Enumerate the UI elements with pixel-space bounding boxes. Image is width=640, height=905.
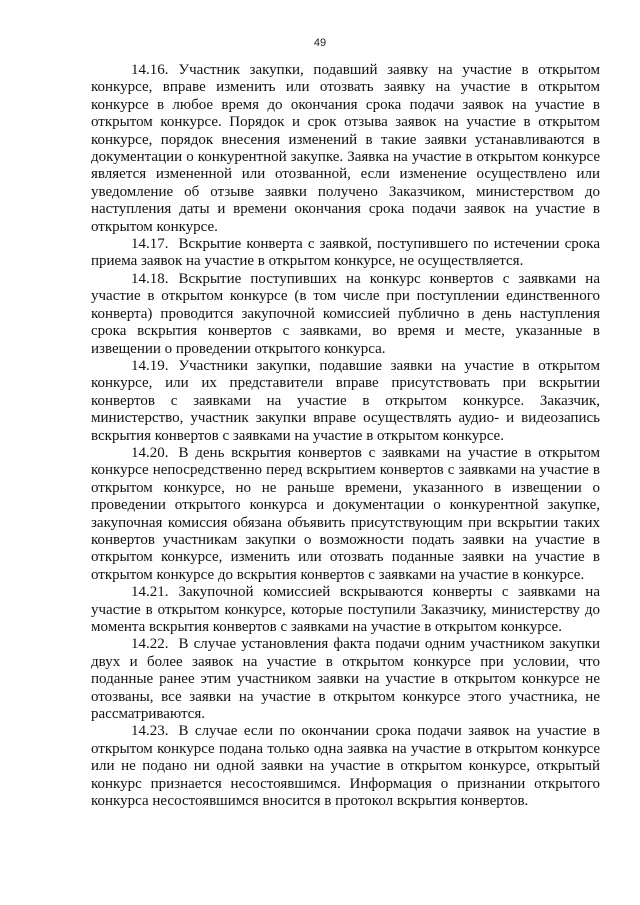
paragraph-14-18: [91, 271, 600, 358]
paragraph-14-21: [91, 584, 600, 636]
paragraph-14-16: [91, 62, 600, 236]
paragraph-text: Участники закупки, подавшие заявки на участие в открытом конкурсе, или их представители вправе присутствовать при вскрытии конвертов с заявками на участие в открытом конкурсе. Заказчик, министерство, участник закупки вправе осуществлять аудио- и видеозапись вскрытия конвертов с заявками на участие в открытом конкурсе.: [91, 357, 600, 444]
paragraph-14-17: [91, 236, 600, 271]
paragraph-text: Вскрытие поступивших на конкурс конвертов с заявками на участие в открытом конкурсе (в том числе при поступлении единственного конверта) проводится закупочной комиссией публично в день наступления срока вскрытия конвертов с заявками, во время и месте, указанные в извещении о проведении открытого конкурса.: [91, 270, 600, 357]
paragraph-14-20: [91, 445, 600, 584]
paragraph-number: 14.21.: [131, 584, 169, 601]
paragraph-text: Участник закупки, подавший заявку на участие в открытом конкурсе, вправе изменить или отозвать заявку на участие в открытом конкурсе в любое время до окончания срока подачи заявок на участие в открытом конкурсе. Порядок и срок отзыва заявок на участие в открытом конкурсе, порядок внесения изменений в такие заявки устанавливаются в документации о конкурентной закупке. Заявка на участие в открытом конкурсе является измененной или отозванной, если изменение осуществлено или уведомление об отзыве заявки получено Заказчиком, министерством до наступления даты и времени окончания срока подачи заявок на участие в открытом конкурсе.: [91, 62, 600, 235]
page-number: 49: [313, 37, 327, 49]
paragraph-number: 14.22.: [131, 636, 169, 653]
document-body: [91, 62, 600, 810]
paragraph-text: В случае если по окончании срока подачи заявок на участие в открытом конкурсе подана только одна заявка на участие в открытом конкурсе или не подано ни одной заявки на участие в открытом конкурсе, открытый конкурс признается несостоявшимся. Информация о признании открытого конкурса несостоявшимся вносится в протокол вскрытия конвертов.: [91, 723, 600, 810]
paragraph-text: В день вскрытия конвертов с заявками на участие в открытом конкурсе непосредственно перед вскрытием конвертов с заявками на участие в открытом конкурсе, но не раньше времени, указанного в извещении о проведении открытого конкурса и документации о конкурентной закупке, закупочная комиссия обязана объявить присутствующим при вскрытии таких конвертов участникам закупки о возможности подать заявки на участие в открытом конкурсе, изменить или отозвать поданные заявки на участие в открытом конкурсе до вскрытия конвертов с заявками на участие в конкурсе.: [91, 444, 600, 583]
paragraph-number: 14.16.: [131, 62, 169, 78]
paragraph-number: 14.20.: [131, 444, 169, 461]
paragraph-number: 14.17.: [131, 236, 169, 253]
paragraph-14-19: [91, 358, 600, 445]
paragraph-14-23: [91, 723, 600, 810]
paragraph-number: 14.19.: [131, 357, 169, 374]
paragraph-text: Закупочной комиссией вскрываются конверты с заявками на участие в открытом конкурсе, которые поступили Заказчику, министерству до момента вскрытия конвертов с заявками на участие в открытом конкурсе.: [91, 584, 600, 635]
paragraph-text: В случае установления факта подачи одним участником закупки двух и более заявок на участие в открытом конкурсе при условии, что поданные ранее этим участником заявки на участие в открытом конкурсе не отозваны, все заявки на участие в открытом конкурсе этого участника, не рассматриваются.: [91, 636, 600, 723]
paragraph-14-22: [91, 636, 600, 723]
paragraph-text: Вскрытие конверта с заявкой, поступившего по истечении срока приема заявок на участие в открытом конкурсе, не осуществляется.: [91, 236, 600, 270]
paragraph-number: 14.18.: [131, 270, 169, 287]
paragraph-number: 14.23.: [131, 723, 169, 740]
